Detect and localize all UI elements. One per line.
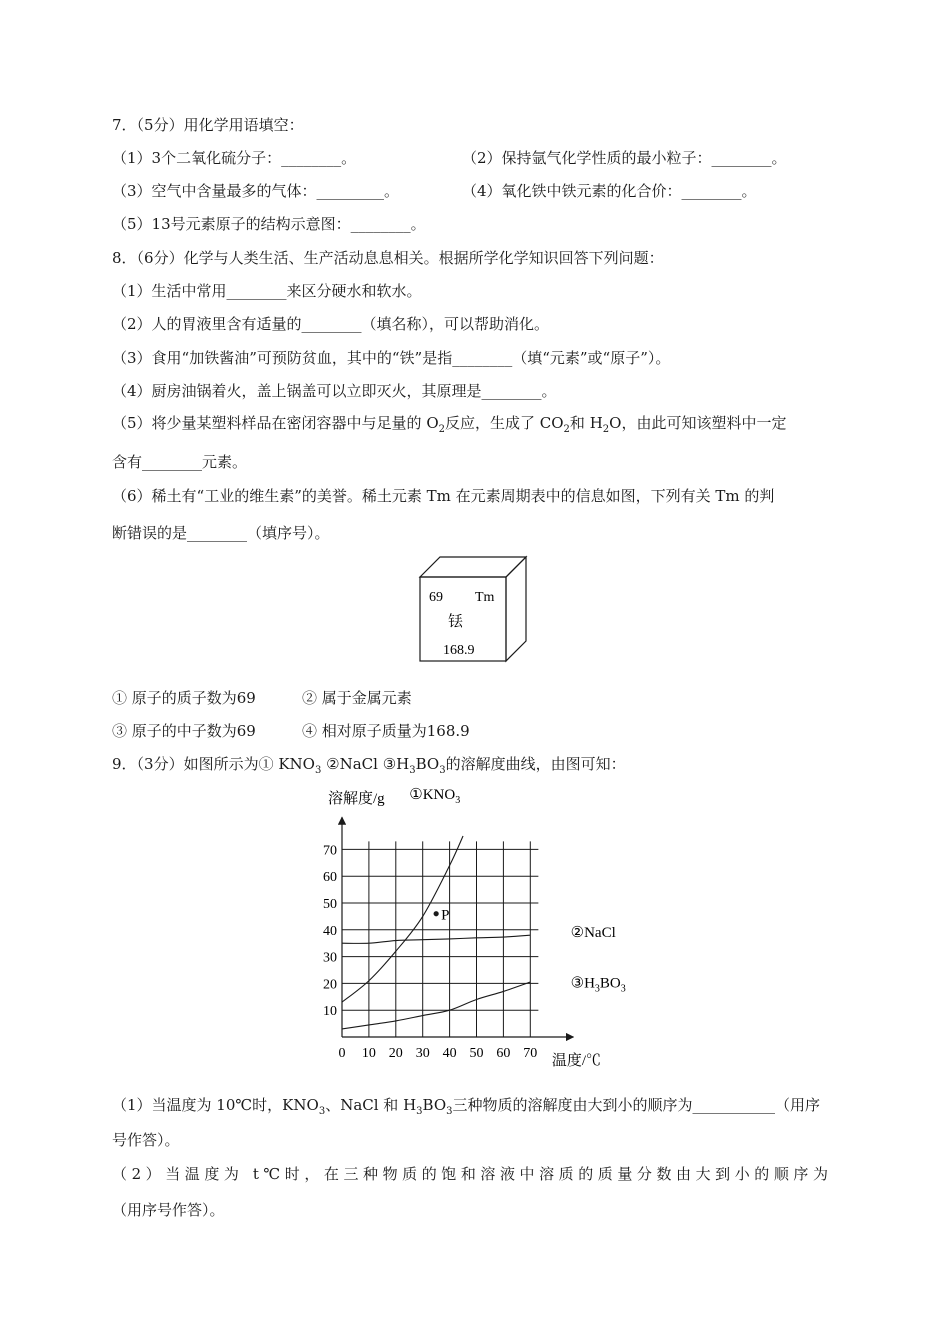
- y-tick-label: 70: [323, 843, 337, 859]
- x-tick-label: 20: [388, 1046, 403, 1061]
- q9-title-text: ②NaCl ③H: [321, 755, 410, 773]
- y-tick-label: 40: [323, 923, 337, 939]
- q7-part-3: （3）空气中含量最多的气体：_________。: [112, 182, 400, 200]
- q9-part-1-line2: 号作答）。: [112, 1131, 180, 1149]
- h3bo3-curve: [342, 982, 530, 1029]
- q9-part-1-line1: [112, 1095, 820, 1115]
- q9-p1-sub: 3: [446, 1106, 453, 1117]
- x-tick-label: 0: [338, 1046, 346, 1061]
- q9-p1-text: 三种物质的溶解度由大到小的顺序为___________（用序: [452, 1096, 821, 1114]
- x-tick-label: 60: [496, 1046, 511, 1061]
- q9-p1-text: BO: [422, 1096, 447, 1114]
- q8-title: 8．（6分）化学与人类生活、生产活动息息相关。根据所学化学知识回答下列问题：: [112, 249, 664, 267]
- point-p-label: P: [441, 907, 450, 924]
- q7-part-2: （2）保持氩气化学性质的最小粒子：________。: [462, 149, 787, 167]
- h3bo3-label: $③H_3BO_3$: [570, 975, 626, 995]
- q8-option-1: ① 原子的质子数为69: [112, 689, 256, 707]
- q7-title: 7．（5分）用化学用语填空：: [112, 116, 304, 134]
- q9-title-text: 9．（3分）如图所示为① KNO: [112, 755, 315, 773]
- x-tick-label: 70: [523, 1046, 538, 1061]
- q7-part-5: （5）13号元素原子的结构示意图：________。: [112, 215, 426, 233]
- q8-part-5-line2: 含有________元素。: [112, 453, 248, 471]
- q8-option-4: ④ 相对原子质量为168.9: [302, 722, 470, 740]
- nacl-label: ②NaCl: [570, 925, 616, 942]
- q8-part-2: （2）人的胃液里含有适量的________（填名称），可以帮助消化。: [112, 315, 550, 333]
- q8-part-1: （1）生活中常用________来区分硬水和软水。: [112, 282, 422, 300]
- q8-p5-text: 反应，生成了 CO: [445, 414, 564, 432]
- q8-part-5-line1: [112, 413, 786, 433]
- q9-p1-sub: 3: [318, 1106, 326, 1117]
- series-lines: [342, 836, 530, 1029]
- q8-part-3: （3）食用“加铁酱油”可预防贫血，其中的“铁”是指________（填“元素”或“原子”）。: [112, 349, 671, 367]
- q9-title: [112, 754, 626, 774]
- q8-part-6-line1: （6）稀土有“工业的维生素”的美誉。稀土元素 Tm 在元素周期表中的信息如图，下列有关 Tm 的判: [112, 487, 775, 505]
- q9-title-sub: 3: [315, 765, 322, 776]
- q8-p5-text: （5）将少量某塑料样品在密闭容器中与足量的 O: [112, 414, 439, 432]
- y-tick-label: 50: [323, 897, 337, 912]
- q9-part-2-line1: （2）当温度为 t℃时，在三种物质的饱和溶液中溶质的质量分数由大到小的顺序为: [112, 1165, 828, 1183]
- q8-option-2: ② 属于金属元素: [302, 689, 412, 707]
- q8-p5-sub: 2: [602, 424, 610, 435]
- q9-title-sub: 3: [439, 765, 446, 776]
- element-mass: 168.9: [443, 643, 475, 658]
- element-cube-figure: [418, 555, 528, 665]
- y-tick-label: 60: [323, 870, 337, 886]
- q9-part-2-line2: （用序号作答）。: [112, 1201, 225, 1219]
- q8-part-6-line2: 断错误的是________（填序号）。: [112, 524, 330, 542]
- q9-title-sub: 3: [409, 765, 416, 776]
- axes: [342, 817, 573, 1037]
- q8-part-4: （4）厨房油锅着火，盖上锅盖可以立即灭火，其原理是________。: [112, 382, 557, 400]
- q7-part-4: （4）氧化铁中铁元素的化合价：________。: [462, 182, 757, 200]
- y-tick-label: 30: [323, 950, 337, 966]
- q8-option-3: ③ 原子的中子数为69: [112, 722, 256, 740]
- x-tick-label: 10: [361, 1046, 376, 1061]
- x-tick-label: 30: [415, 1046, 430, 1061]
- q8-p5-text: O，由此可知该塑料中一定: [609, 414, 787, 432]
- q9-p1-text: （1）当温度为 10℃时，KNO: [112, 1096, 319, 1114]
- x-axis-label: 温度/℃: [551, 1053, 601, 1069]
- element-symbol: Tm: [475, 590, 495, 605]
- q8-p5-sub: 2: [438, 424, 445, 435]
- solubility-chart: [318, 785, 648, 1075]
- q8-p5-sub: 2: [563, 424, 570, 435]
- kno3-label: $①KNO_3$: [409, 787, 461, 806]
- element-name: 铥: [448, 614, 464, 630]
- q9-title-text: 的溶解度曲线，由图可知：: [445, 755, 626, 773]
- q8-p5-text: 和 H: [569, 414, 603, 432]
- x-tick-label: 40: [442, 1046, 457, 1061]
- element-number: 69: [429, 590, 443, 605]
- y-axis-label: 溶解度/g: [328, 791, 385, 807]
- x-tick-label: 50: [469, 1046, 484, 1061]
- q9-p1-text: 、NaCl 和 H: [325, 1096, 417, 1114]
- y-tick-label: 10: [323, 1004, 337, 1020]
- q9-p1-sub: 3: [416, 1106, 423, 1117]
- y-tick-label: 20: [323, 977, 337, 993]
- q7-part-1: （1）3个二氧化硫分子：________。: [112, 149, 357, 167]
- nacl-curve: [342, 935, 530, 943]
- q9-title-text: BO: [415, 755, 440, 773]
- point-p-marker: [434, 911, 439, 916]
